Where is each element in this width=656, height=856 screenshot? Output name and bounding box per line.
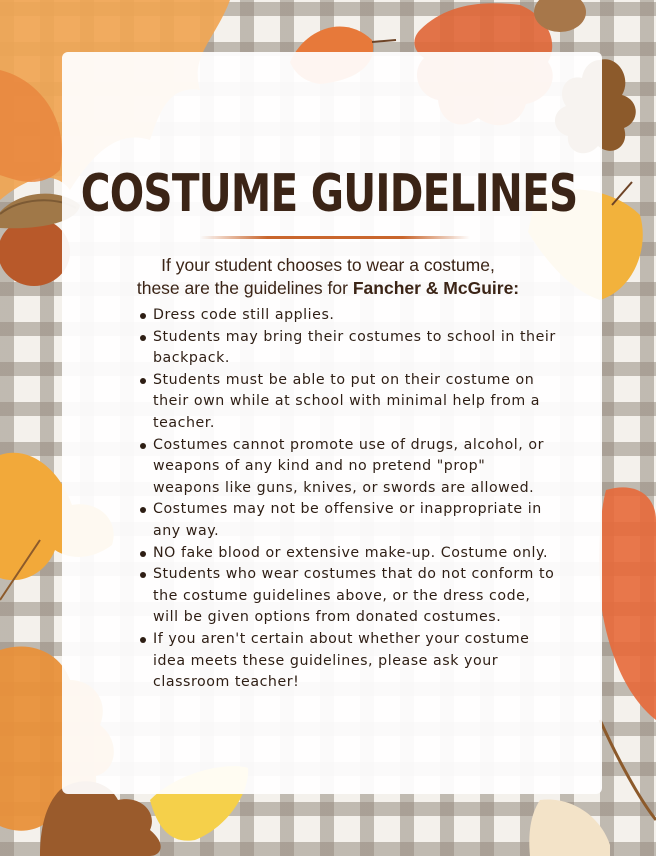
guideline-item <box>136 435 556 500</box>
guideline-text: NO fake blood or extensive make-up. Costume only. <box>153 544 549 561</box>
intro-line-2 <box>0 277 656 300</box>
guideline-item <box>136 564 556 629</box>
intro-line-1: If your student chooses to wear a costume, <box>161 255 495 275</box>
intro-text <box>0 254 656 299</box>
bullet-icon <box>140 313 146 319</box>
guideline-item <box>136 629 556 694</box>
school-names: Fancher & McGuire: <box>352 277 520 298</box>
guideline-text: Costumes may not be offensive or inappropriate in any way. <box>153 501 542 539</box>
guideline-text: If you aren't certain about whether your costume idea meets these guidelines, please ask your classroom teacher! <box>153 630 530 691</box>
guideline-text: Dress code still applies. <box>153 307 335 323</box>
guidelines-list <box>136 305 556 694</box>
bullet-icon <box>140 378 146 384</box>
guideline-text: Costumes cannot promote use of drugs, alcohol, or weapons of any kind and no pretend "prop" weapons like guns, knives, or swords are allowed. <box>153 436 544 496</box>
bullet-icon <box>140 443 146 449</box>
guideline-text: Students who wear costumes that do not conform to the costume guidelines above, or the dress code, will be given options from donated costumes. <box>153 566 555 626</box>
title-divider <box>200 236 470 239</box>
intro-line-2-text: these are the guidelines for <box>136 277 353 298</box>
bullet-icon <box>140 335 146 341</box>
autumn-leaf-icon <box>599 487 656 720</box>
guideline-text: Students must be able to put on their costume on their own while at school with minimal help from a teacher. <box>153 371 541 431</box>
bullet-icon <box>140 551 146 557</box>
guideline-item <box>136 543 556 565</box>
guideline-item <box>136 370 556 435</box>
bullet-icon <box>140 572 146 578</box>
bullet-icon <box>140 507 146 513</box>
page-title: COSTUME GUIDELINES <box>80 164 578 224</box>
guideline-item <box>136 305 556 327</box>
guideline-item <box>136 499 556 542</box>
autumn-leaf-icon <box>529 799 610 856</box>
guideline-text: Students may bring their costumes to school in their backpack. <box>153 328 556 367</box>
guideline-item <box>136 327 556 370</box>
bullet-icon <box>140 637 146 643</box>
